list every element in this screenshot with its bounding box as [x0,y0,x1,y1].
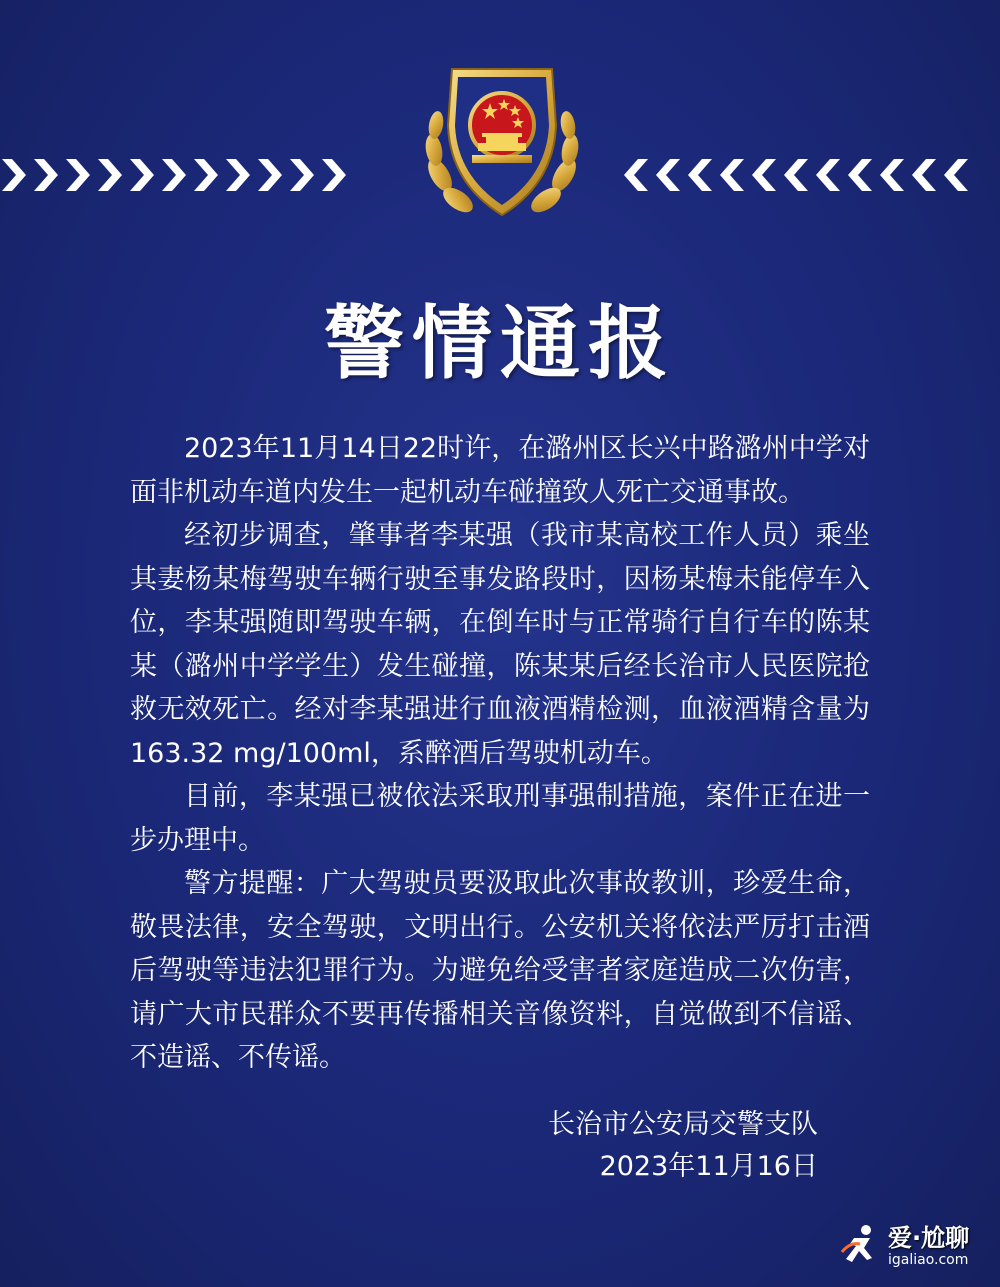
signature-organization: 长治市公安局交警支队 [548,1109,818,1140]
paragraph-incident: 2023年11月14日22时许，在潞州区长兴中路潞州中学对面非机动车道内发生一起机动车碰撞致人死亡交通事故。 [130,433,870,508]
left-chevron-band [0,150,352,200]
chevron-icon [64,155,94,195]
chevron-icon [32,155,62,195]
chevron-icon [908,155,938,195]
notice-body [130,427,870,1080]
chevron-icon [748,155,778,195]
chevron-icon [844,155,874,195]
chevron-icon [192,155,222,195]
right-chevron-band [620,150,972,200]
watermark-name: 爱·尬聊 [888,1224,970,1252]
paragraph-status: 目前，李某强已被依法采取刑事强制措施，案件正在进一步办理中。 [130,781,870,856]
police-emblem-icon [418,55,586,230]
paragraph-investigation: 经初步调查，肇事者李某强（我市某高校工作人员）乘坐其妻杨某梅驾驶车辆行驶至事发路段时，因杨某梅未能停车入位，李某强随即驾驶车辆，在倒车时与正常骑行自行车的陈某某（潞州中学学生）发生碰撞，陈某某后经长治市人民医院抢救无效死亡。经对李某强进行血液酒精检测，血液酒精含量为163.32 mg/100ml，系醉酒后驾驶机动车。 [130,520,870,769]
chevron-icon [812,155,842,195]
chevron-icon [288,155,318,195]
chevron-icon [256,155,286,195]
runner-logo-icon [840,1222,884,1266]
chevron-icon [320,155,350,195]
page-title: 警情通报 [324,296,676,390]
signature-date: 2023年11月16日 [599,1151,818,1182]
chevron-icon [780,155,810,195]
chevron-icon [684,155,714,195]
chevron-icon [96,155,126,195]
chevron-icon [160,155,190,195]
chevron-icon [716,155,746,195]
chevron-icon [128,155,158,195]
chevron-icon [620,155,650,195]
chevron-icon [940,155,970,195]
chevron-icon [224,155,254,195]
chevron-icon [0,155,30,195]
paragraph-reminder: 警方提醒：广大驾驶员要汲取此次事故教训，珍爱生命，敬畏法律，安全驾驶，文明出行。公安机关将依法严厉打击酒后驾驶等违法犯罪行为。为避免给受害者家庭造成二次伤害，请广大市民群众不要再传播相关音像资料，自觉做到不信谣、不造谣、不传谣。 [130,868,870,1073]
site-watermark [840,1216,990,1276]
watermark-url: igaliao.com [888,1252,969,1268]
chevron-icon [652,155,682,195]
chevron-icon [876,155,906,195]
